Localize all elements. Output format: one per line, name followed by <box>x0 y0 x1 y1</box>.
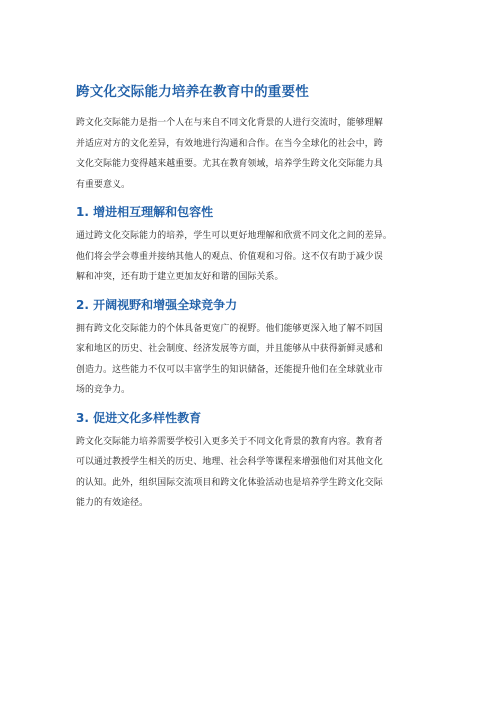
section-paragraph-1 <box>76 226 426 288</box>
paragraph-line: 创造力。这些能力不仅可以丰富学生的知识储备，还能提升他们在全球就业市 <box>76 364 383 375</box>
paragraph-line: 的认知。此外，组织国际交流项目和跨文化体验活动也是培养学生跨文化交际 <box>76 477 383 488</box>
paragraph-line: 文化交际能力变得越来越重要。尤其在教育领域，培养学生跨文化交际能力具 <box>76 159 383 169</box>
paragraph-line: 并适应对方的文化差异，有效地进行沟通和合作。在当今全球化的社会中，跨 <box>76 138 383 149</box>
section-heading-1: 1. 增进相互理解和包容性 <box>76 205 214 219</box>
paragraph-line: 通过跨文化交际能力的培养，学生可以更好地理解和欣赏不同文化之间的差异。 <box>76 231 392 241</box>
paragraph-line: 能力的有效途径。 <box>76 498 149 508</box>
paragraph-line: 解和冲突，还有助于建立更加友好和谐的国际关系。 <box>76 272 284 282</box>
intro-paragraph <box>76 113 426 195</box>
section-heading-2: 2. 开阔视野和增强全球竞争力 <box>76 297 238 312</box>
paragraph-line: 可以通过教授学生相关的历史、地理、社会科学等课程来增强他们对其他文化 <box>76 457 383 467</box>
paragraph-line: 家和地区的历史、社会制度、经济发展等方面，并且能够从中获得新鲜灵感和 <box>76 344 383 354</box>
paragraph-line: 有重要意义。 <box>76 179 131 190</box>
document-page <box>76 82 426 514</box>
section-paragraph-3 <box>76 432 426 514</box>
paragraph-line: 他们将会学会尊重并接纳其他人的观点、价值观和习俗。这不仅有助于减少误 <box>76 251 383 262</box>
paragraph-line: 拥有跨文化交际能力的个体具备更宽广的视野。他们能够更深入地了解不同国 <box>76 323 383 334</box>
section-heading-3: 3. 促进文化多样性教育 <box>76 410 202 425</box>
document-title: 跨文化交际能力培养在教育中的重要性 <box>76 84 309 100</box>
paragraph-line: 跨文化交际能力培养需要学校引入更多关于不同文化背景的教育内容。教育者 <box>76 436 383 447</box>
paragraph-line: 场的竞争力。 <box>76 385 131 395</box>
section-paragraph-2 <box>76 319 426 401</box>
paragraph-line: 跨文化交际能力是指一个人在与来自不同文化背景的人进行交流时，能够理解 <box>76 118 383 128</box>
